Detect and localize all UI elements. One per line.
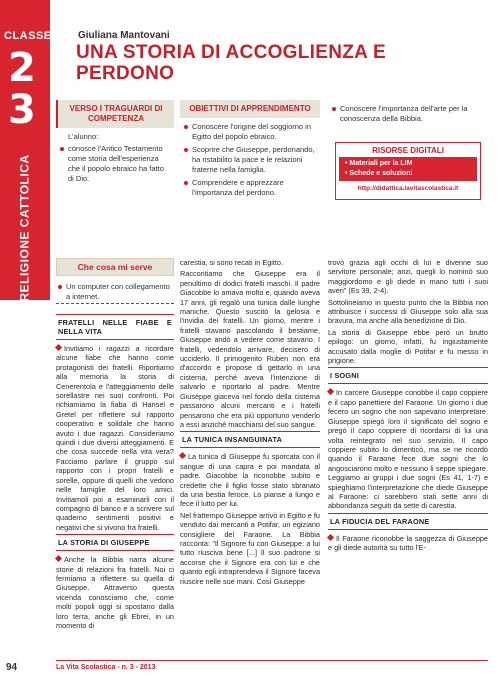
paragraph: Raccontiamo che Giuseppe era il penultimo di dodici fratelli maschi. Il padre Giacobbe lo amava molto e, quando aveva 17 anni, gli regalò una tunica dalle lunghe maniche. Questo suscitò la gelosia e l'invidia dei fratelli. Un giorno, mentre i fratelli stavano pascolando il bestiame, Giuseppe andò a vedere come stavano. I fratelli, vedendolo arrivare, decisero di ucciderlo. Il primogenito Ruben non era d'accordo e propose di gettarlo in una cisterna, perché aveva l'intenzione di salvarlo e riportarlo al padre. Mentre Giuseppe giaceva nel fondo della cisterna passarono alcuni mercanti e i fratelli pensarono che era più opportuno venderlo a essi anziché macchiarsi del suo sangue. [180, 269, 320, 429]
digital-resources-list [339, 157, 477, 181]
author-name: Giuliana Mantovani [78, 30, 170, 41]
section-heading: I SOGNI [328, 367, 488, 384]
text-column-2 [180, 258, 320, 588]
learning-objectives-heading: OBIETTIVI DI APPRENDIMENTO [180, 100, 320, 118]
learning-objectives-box [180, 100, 320, 205]
learning-objectives-body [180, 118, 320, 205]
section-heading: LA TUNICA INSANGUINATA [180, 431, 320, 448]
text-column-3 [328, 258, 488, 555]
objective-item: Comprendere e apprezzare l'importanza del perdono. [184, 178, 316, 198]
page-footer [0, 656, 500, 679]
paragraph-marker-icon [327, 534, 334, 541]
paragraph: La storia di Giuseppe ebbe però un brutto epilogo: un giorno, infatti, fu ingiustamente accusato dalla moglie di Potifar e fu messo in prigione. [328, 327, 488, 366]
paragraph-marker-icon [55, 555, 62, 562]
paragraph: trovò grazia agli occhi di lui e divenne suo servitore personale; anzi, quegli lo nominò suo maggiordomo e gli diede in mano tutti i suoi averi" (Es 39, 2-4). [328, 258, 488, 296]
paragraph: Nel frattempo Giuseppe arrivò in Egitto e fu venduto dai mercanti a Potifar, un egiziano consigliere del Faraone. La Bibbia racconta: "Il Signore fu con Giuseppe: a lui tutto riusciva bene [...] Il suo padrone si accorse che il Signore era con lui e che quanto egli intraprendeva il Signore faceva riuscire nelle sue mani. Così Giuseppe [180, 510, 320, 586]
section-heading: LA FIDUCIA DEL FARAONE [328, 513, 488, 530]
paragraph: Invitiamo i ragazzi a ricordare alcune fiabe che hanno come protagonisti dei fratelli. Riportiamo alla memoria la storia di Cenerentola e l'atteggiamento delle sorellastre nei suoi confronti. Poi richiamiamo la fiaba di Hansel e Gretel per riflettere sul rapporto cooperativo e solidale che hanno avuto i due ragazzi. Consideriamo quindi i due diversi atteggiamenti. E che cosa succede nella vita vera? Facciamo parlare il gruppo sul rapporto con i propri fratelli e sorelle, oppure di quelli che vedono nelle famiglie del loro amici. Invitiamoli poi a esaminarli con il compagno di banco e a scrivere sul quaderno sentimenti positivi e negativi che si vivono fra fratelli. [56, 344, 174, 532]
paragraph: carestia, si sono recati in Egitto. [180, 258, 284, 267]
class-number-3: 3 [8, 87, 36, 133]
paragraph: In carcere Giuseppe conobbe il capo coppiere e il capo panettiere del Faraone. Un giorno i due fecero un sogno che non sapevano interpretare. Giuseppe spiegò loro il significato del sogno e pregò il capo coppiere di ricordarsi di lui una volta reintegrato nel suo servizio. Il capo coppiere subito lo dimenticò, ma se ne ricordò quando il Faraone fece due sogni che lo angosciarono molto e nessuno li seppe spiegare. Leggiamo ai gruppi i due sogni (Es 41, 1-7) e spieghiamo l'interpretazione che diede Giuseppe al Faraone: ci sarebbero stati sette anni di abbondanza seguiti da sette di carestia. [328, 388, 488, 511]
competence-box [56, 100, 174, 191]
subject-label: RELIGIONE CATTOLICA [18, 154, 32, 302]
page-number: 94 [6, 662, 18, 673]
paragraph: La tunica di Giuseppe fu sporcata con il sangue di una capra e poi mandata al padre. Giacobbe la riconobbe subito e credette che il figlio fosse stato sbranato da una bestia feroce. Lo pianse a lungo e fece il lutto per lui. [180, 452, 320, 509]
paragraph-marker-icon [55, 344, 62, 351]
objective-item: Scoprire che Giuseppe, perdonando, ha ristabilito la pace e le relazioni fraterne nella famiglia. [184, 145, 316, 175]
resource-item: • Schede e soluzioni [345, 170, 413, 177]
subject-sidebar [0, 0, 50, 679]
paragraph: Anche la Bibbia narra alcune storie di relazioni fra fratelli. Noi ci fermiamo a riflettere su quella di Giuseppe. Attraverso questa vicenda conosciamo che, come molti popoli oggi si spostano dalla loro terra, anche gli Ebrei, in un momento di [56, 555, 174, 630]
competence-label: L'alunno: [68, 132, 99, 141]
material-item: Un computer con collegamento a internet. [58, 282, 170, 302]
competence-heading: VERSO I TRAGUARDI DI COMPETENZA [56, 100, 174, 128]
subject-label-wrap [4, 154, 46, 302]
text-column-1 [56, 312, 174, 632]
paragraph-marker-icon [327, 388, 334, 395]
competence-item: conosce l'Antico Testamento come storia dell'esperienza che il popolo ebraico ha fatto di Dio. [60, 144, 170, 184]
section-heading: LA STORIA DI GIUSEPPE [56, 534, 174, 551]
digital-resources-title: RISORSE DIGITALI [372, 146, 444, 155]
objective-item: Conoscere l'importanza dell'arte per la conoscenza della Bibbia. [332, 104, 484, 124]
paragraph: Sottolineiamo in questo punto che la Bibbia non attribuisce i successi di Giuseppe solo alla sua bravura, ma anche alla benedizione di Dio. [328, 297, 488, 326]
section-divider [56, 303, 174, 304]
competence-body [56, 128, 174, 191]
materials-body [56, 276, 174, 302]
resource-item: • Materiali per la LIM [345, 160, 413, 167]
magazine-issue: La Vita Scolastica - n. 3 - 2013 [56, 664, 156, 671]
section-heading: FRATELLI NELLE FIABE E NELLA VITA [56, 314, 174, 340]
paragraph-marker-icon [179, 452, 186, 459]
class-number-2: 2 [8, 45, 36, 91]
class-label: CLASSE [4, 30, 52, 42]
extra-objective-box [328, 100, 488, 131]
objective-item: Conoscere l'origine del soggiorno in Egitto del popolo ebraico. [184, 122, 316, 142]
digital-resources-box [335, 142, 481, 200]
paragraph: Il Faraone riconobbe la saggezza di Giuseppe e gli diede autorità su tutto l'E- [328, 533, 488, 553]
materials-heading: Che cosa mi serve [56, 258, 174, 276]
page-title: UNA STORIA DI ACCOGLIENZA E PERDONO [76, 42, 386, 84]
extra-objective-body [328, 100, 488, 131]
footer-rule [56, 660, 488, 661]
materials-box [56, 258, 174, 305]
resources-link[interactable]: http://didattica.lavitascolastica.it [357, 185, 459, 192]
